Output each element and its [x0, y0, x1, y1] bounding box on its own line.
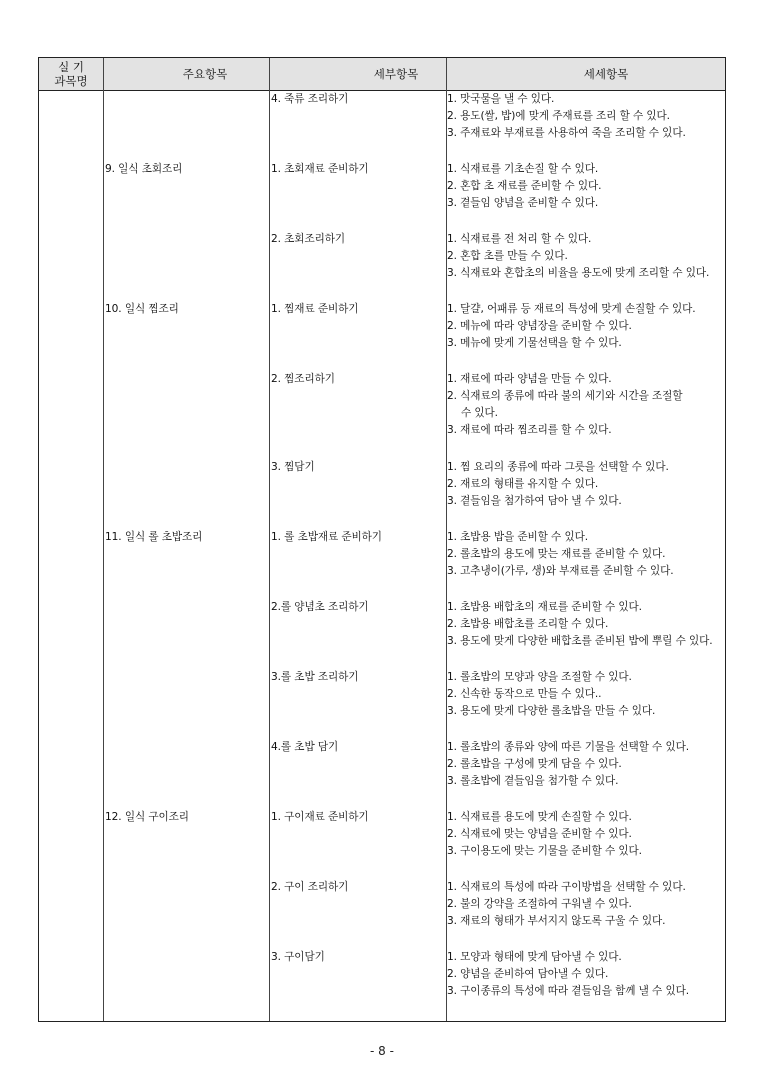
detail-list [447, 669, 689, 720]
detail-line: 2. 롤초밥의 용도에 맞는 재료를 준비할 수 있다. [447, 548, 666, 560]
detail-list [447, 161, 689, 212]
detail-line: 2. 메뉴에 따라 양념장을 준비할 수 있다. [447, 320, 632, 332]
detail-line: 3. 재료에 따라 찜조리를 할 수 있다. [447, 424, 612, 436]
sub-item: 4. 죽류 조리하기 [271, 93, 349, 105]
sub-item: 2.롤 양념초 조리하기 [271, 601, 369, 613]
detail-line: 2. 혼합 초를 만들 수 있다. [447, 250, 568, 262]
sub-item: 2. 구이 조리하기 [271, 881, 349, 893]
main-item: 9. 일식 초회조리 [105, 163, 183, 175]
sub-item: 1. 구이재료 준비하기 [271, 811, 369, 823]
detail-line: 1. 식재료를 용도에 맞게 손질할 수 있다. [447, 811, 632, 823]
sub-item: 3. 찜담기 [271, 461, 315, 473]
detail-line: 수 있다. [461, 407, 498, 419]
detail-list [447, 949, 689, 1000]
sub-item: 1. 초회재료 준비하기 [271, 163, 369, 175]
detail-line: 2. 롤초밥을 구성에 맞게 담을 수 있다. [447, 758, 622, 770]
detail-line: 3. 용도에 맞게 다양한 롤초밥을 만들 수 있다. [447, 705, 656, 717]
detail-line: 2. 혼합 초 재료를 준비할 수 있다. [447, 180, 602, 192]
sub-item: 1. 롤 초밥재료 준비하기 [271, 531, 382, 543]
sub-item: 3. 구이담기 [271, 951, 325, 963]
curriculum-table [38, 57, 726, 1022]
detail-line: 1. 맛국물을 낼 수 있다. [447, 93, 555, 105]
sub-item: 4.롤 초밥 담기 [271, 741, 339, 753]
detail-list [447, 599, 713, 650]
detail-list [447, 301, 696, 352]
sub-item: 2. 초회조리하기 [271, 233, 345, 245]
table-header [39, 58, 725, 91]
main-item: 10. 일식 찜조리 [105, 303, 179, 315]
detail-line: 1. 롤초밥의 모양과 양을 조절할 수 있다. [447, 671, 632, 683]
detail-line: 3. 용도에 맞게 다양한 배합초를 준비된 밥에 뿌릴 수 있다. [447, 635, 713, 647]
detail-line: 1. 재료에 따라 양념을 만들 수 있다. [447, 373, 612, 385]
detail-line: 1. 식재료를 전 처리 할 수 있다. [447, 233, 592, 245]
header-main-item: 주요항목 [182, 66, 228, 81]
detail-line: 3. 구이종류의 특성에 따라 곁들임을 함께 낼 수 있다. [447, 985, 689, 997]
detail-line: 1. 모양과 형태에 맞게 담아낼 수 있다. [447, 951, 622, 963]
detail-line: 1. 식재료를 기초손질 할 수 있다. [447, 163, 599, 175]
detail-line: 3. 재료의 형태가 부서지지 않도록 구울 수 있다. [447, 915, 666, 927]
detail-line: 2. 용도(쌀, 밥)에 맞게 주재료를 조리 할 수 있다. [447, 110, 670, 122]
detail-list [447, 739, 689, 790]
sub-item: 3.롤 초밥 조리하기 [271, 671, 359, 683]
table-body [39, 91, 725, 1021]
header-subject-name [39, 58, 103, 89]
main-item: 11. 일식 롤 초밥조리 [105, 531, 203, 543]
detail-line: 2. 식재료의 종류에 따라 불의 세기와 시간을 조절할 [447, 390, 683, 402]
detail-line: 2. 양념을 준비하여 담아낼 수 있다. [447, 968, 609, 980]
detail-line: 1. 달걀, 어패류 등 재료의 특성에 맞게 손질할 수 있다. [447, 303, 696, 315]
sub-item: 2. 찜조리하기 [271, 373, 335, 385]
detail-line: 1. 롤초밥의 종류와 양에 따른 기물을 선택할 수 있다. [447, 741, 689, 753]
detail-line: 2. 초밥용 배합초를 조리할 수 있다. [447, 618, 609, 630]
detail-line: 1. 식재료의 특성에 따라 구이방법을 선택할 수 있다. [447, 881, 686, 893]
detail-line: 3. 구이용도에 맞는 기물을 준비할 수 있다. [447, 845, 642, 857]
header-subject-line1: 실 기 [58, 59, 84, 74]
detail-line: 3. 주재료와 부재료를 사용하여 죽을 조리할 수 있다. [447, 127, 686, 139]
main-item: 12. 일식 구이조리 [105, 811, 189, 823]
detail-line: 3. 고추냉이(가루, 생)와 부재료를 준비할 수 있다. [447, 565, 674, 577]
detail-list [447, 371, 689, 439]
detail-line: 1. 초밥용 밥을 준비할 수 있다. [447, 531, 588, 543]
detail-line: 3. 롤초밥에 곁들임을 첨가할 수 있다. [447, 775, 619, 787]
page-number: - 8 - [370, 1044, 394, 1058]
detail-line: 2. 재료의 형태를 유지할 수 있다. [447, 478, 599, 490]
detail-line: 1. 찜 요리의 종류에 따라 그릇을 선택할 수 있다. [447, 461, 669, 473]
detail-list [447, 529, 689, 580]
detail-line: 3. 식재료와 혼합초의 비율을 용도에 맞게 조리할 수 있다. [447, 267, 710, 279]
sub-item: 1. 찜재료 준비하기 [271, 303, 359, 315]
header-detail-item: 세세항목 [583, 66, 629, 81]
detail-line: 3. 메뉴에 맞게 기물선택을 할 수 있다. [447, 337, 622, 349]
detail-line: 2. 식재료에 맞는 양념을 준비할 수 있다. [447, 828, 632, 840]
detail-list [447, 231, 710, 282]
header-subject-line2: 과목명 [54, 73, 88, 88]
detail-list [447, 879, 689, 930]
detail-line: 3. 곁들임 양념을 준비할 수 있다. [447, 197, 599, 209]
detail-line: 3. 곁들임을 첨가하여 담아 낼 수 있다. [447, 495, 622, 507]
detail-line: 2. 불의 강약을 조절하여 구워낼 수 있다. [447, 898, 632, 910]
detail-list [447, 809, 689, 860]
detail-list [447, 91, 689, 142]
header-sub-item: 세부항목 [373, 66, 419, 81]
detail-list [447, 459, 689, 510]
detail-line: 2. 신속한 동작으로 만들 수 있다.. [447, 688, 602, 700]
detail-line: 1. 초밥용 배합초의 재료를 준비할 수 있다. [447, 601, 642, 613]
